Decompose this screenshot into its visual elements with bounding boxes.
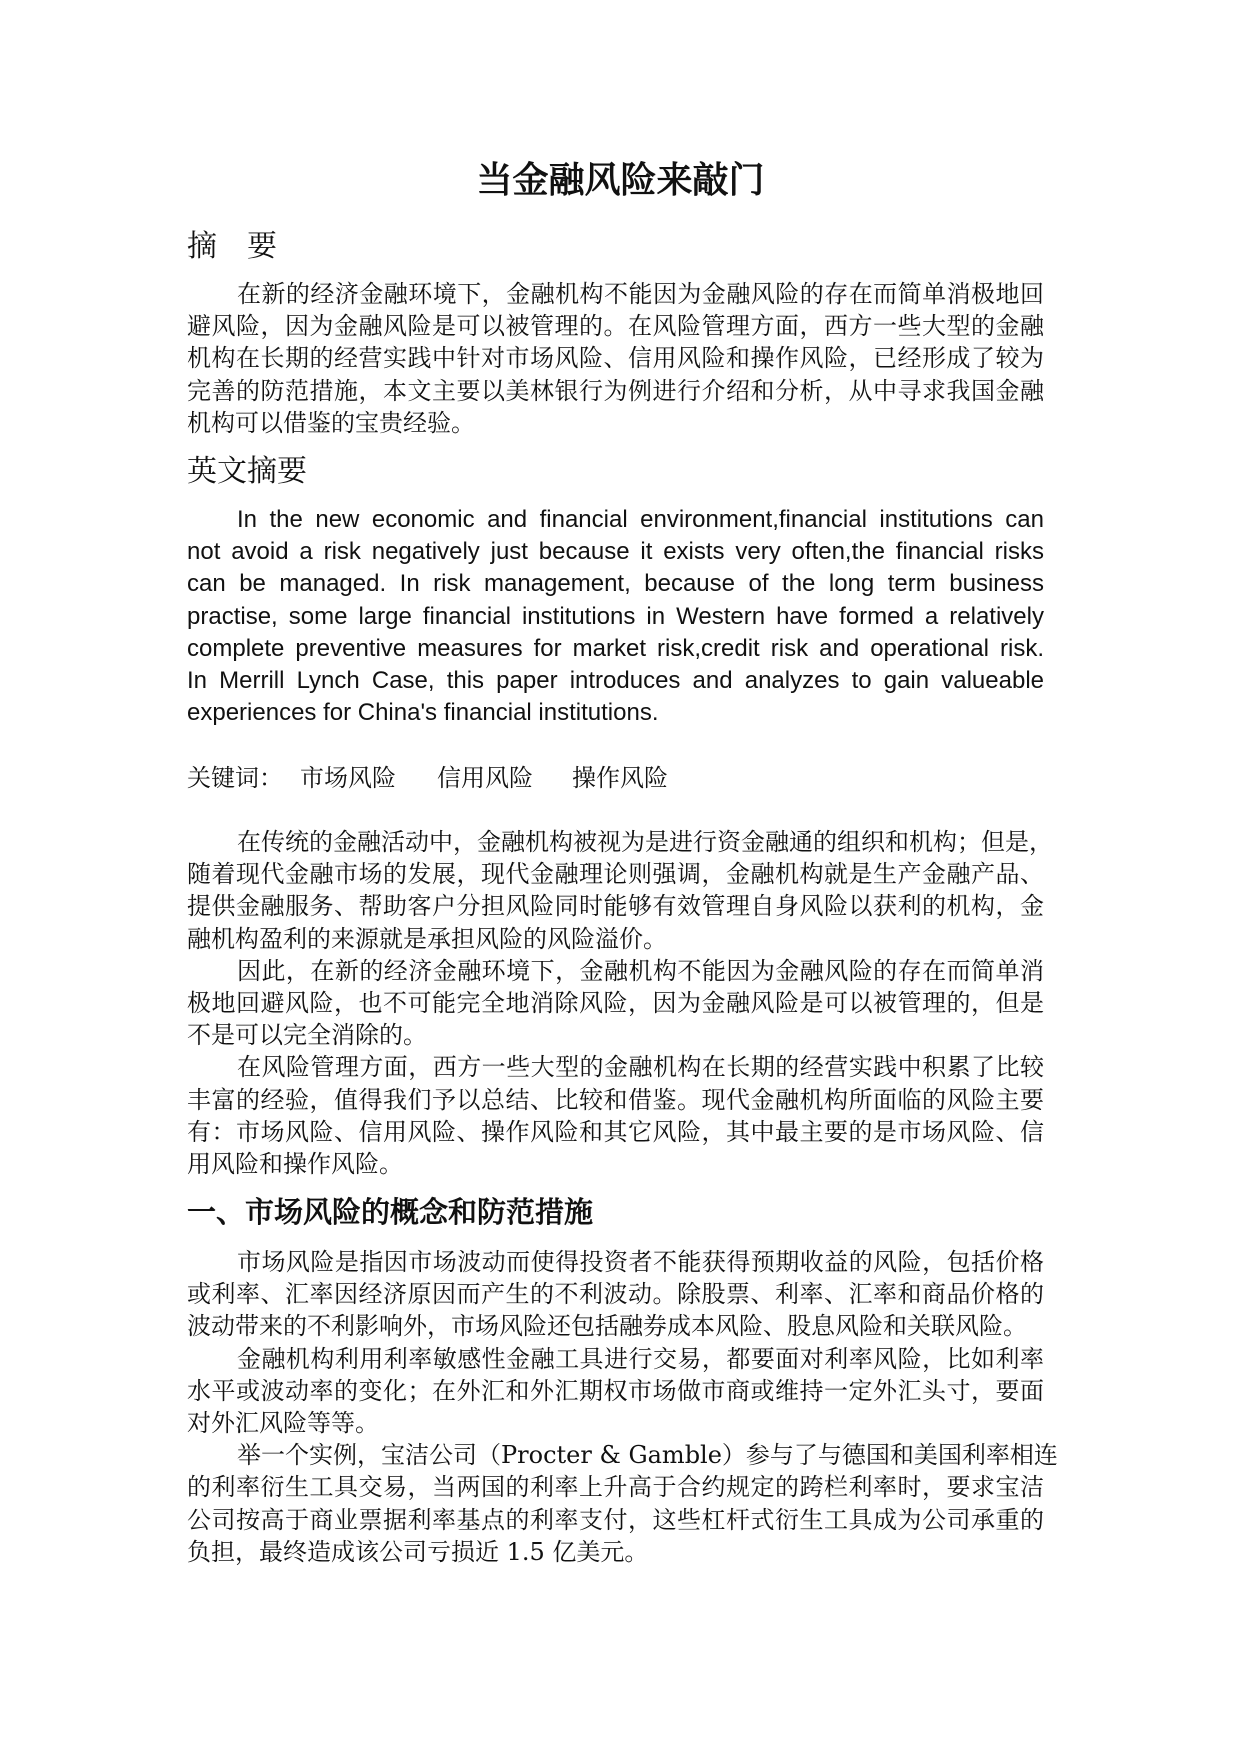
paragraph-line: 波动带来的不利影响外，市场风险还包括融券成本风险、股息风险和关联风险。	[187, 1312, 1027, 1341]
english-abstract-line: experiences for China's financial institutions.	[187, 699, 659, 727]
section-text	[187, 1246, 1058, 1568]
keyword-item: 信用风险	[437, 764, 533, 792]
english-abstract-line: In the new economic and financial environment,financial institutions can	[237, 506, 1044, 533]
paragraph-line: 提供金融服务、帮助客户分担风险同时能够有效管理自身风险以获利的机构，金	[187, 892, 1044, 921]
abstract-line: 在新的经济金融环境下，金融机构不能因为金融风险的存在而简单消极地回	[237, 280, 1044, 308]
english-abstract-line: In Merrill Lynch Case, this paper introduces and analyzes to gain valueable	[187, 667, 1044, 695]
paragraph-line: 在传统的金融活动中，金融机构被视为是进行资金融通的组织和机构；但是，	[237, 828, 1053, 856]
keyword-item: 市场风险	[300, 764, 396, 792]
paragraph-line: 极地回避风险，也不可能完全地消除风险，因为金融风险是可以被管理的，但是	[187, 989, 1044, 1018]
abstract-line: 完善的防范措施，本文主要以美林银行为例进行介绍和分析，从中寻求我国金融	[187, 376, 1044, 405]
body-paragraph	[187, 1051, 1044, 1180]
section-paragraph	[187, 1246, 1044, 1343]
paragraph-line: 因此，在新的经济金融环境下，金融机构不能因为金融风险的存在而简单消	[237, 956, 1044, 985]
paragraph-line: 不是可以完全消除的。	[187, 1021, 427, 1050]
english-abstract-heading: 英文摘要	[187, 454, 307, 489]
paragraph-line: 丰富的经验，值得我们予以总结、比较和借鉴。现代金融机构所面临的风险主要	[187, 1085, 1044, 1114]
abstract-line: 机构可以借鉴的宝贵经验。	[187, 408, 475, 437]
section-paragraph	[187, 1343, 1044, 1440]
keywords-label: 关键词：	[187, 764, 283, 792]
abstract-line: 避风险，因为金融风险是可以被管理的。在风险管理方面，西方一些大型的金融	[187, 312, 1044, 341]
english-abstract-line: complete preventive measures for market risk,credit risk and operational risk.	[187, 634, 1044, 662]
abstract-line: 机构在长期的经营实践中针对市场风险、信用风险和操作风险，已经形成了较为	[187, 344, 1044, 373]
abstract-heading: 摘 要	[187, 229, 277, 264]
english-abstract-line: can be managed. In risk management, because of the long term business	[187, 570, 1044, 598]
paragraph-line: 在风险管理方面，西方一些大型的金融机构在长期的经营实践中积累了比较	[237, 1053, 1044, 1082]
english-abstract-line: not avoid a risk negatively just because it exists very often,the financial risks	[187, 538, 1044, 566]
paragraph-line: 市场风险是指因市场波动而使得投资者不能获得预期收益的风险，包括价格	[237, 1248, 1044, 1276]
paragraph-line: 公司按高于商业票据利率基点的利率支付，这些杠杆式衍生工具成为公司承重的	[187, 1505, 1044, 1534]
paragraph-line: 用风险和操作风险。	[187, 1150, 403, 1179]
keywords-row	[0, 762, 1241, 794]
english-abstract-paragraph	[187, 504, 1044, 729]
keyword-item: 操作风险	[572, 764, 668, 792]
paragraph-line: 对外汇风险等等。	[187, 1409, 379, 1438]
paragraph-line: 水平或波动率的变化；在外汇和外汇期权市场做市商或维持一定外汇头寸，要面	[187, 1376, 1044, 1405]
body-paragraph	[187, 955, 1044, 1052]
paragraph-line: 的利率衍生工具交易，当两国的利率上升高于合约规定的跨栏利率时，要求宝洁	[187, 1473, 1044, 1502]
section-paragraph	[187, 1439, 1058, 1568]
english-abstract-line: practise, some large financial institutions in Western have formed a relatively	[187, 602, 1044, 630]
abstract-paragraph	[187, 278, 1044, 439]
body-text	[187, 826, 1053, 1180]
paragraph-line: 有：市场风险、信用风险、操作风险和其它风险，其中最主要的是市场风险、信	[187, 1117, 1044, 1146]
paragraph-line: 金融机构利用利率敏感性金融工具进行交易，都要面对利率风险，比如利率	[237, 1344, 1044, 1373]
document-title: 当金融风险来敲门	[476, 160, 765, 201]
paragraph-line: 或利率、汇率因经济原因而产生的不利波动。除股票、利率、汇率和商品价格的	[187, 1280, 1044, 1309]
paragraph-line: 随着现代金融市场的发展，现代金融理论则强调，金融机构就是生产金融产品、	[187, 860, 1044, 889]
section-heading: 一、市场风险的概念和防范措施	[187, 1195, 594, 1229]
paragraph-line: 举一个实例，宝洁公司（Procter & Gamble）参与了与德国和美国利率相连	[237, 1441, 1058, 1470]
body-paragraph	[187, 826, 1053, 955]
paragraph-line: 融机构盈利的来源就是承担风险的风险溢价。	[187, 924, 667, 953]
paragraph-line: 负担，最终造成该公司亏损近 1.5 亿美元。	[187, 1537, 649, 1566]
